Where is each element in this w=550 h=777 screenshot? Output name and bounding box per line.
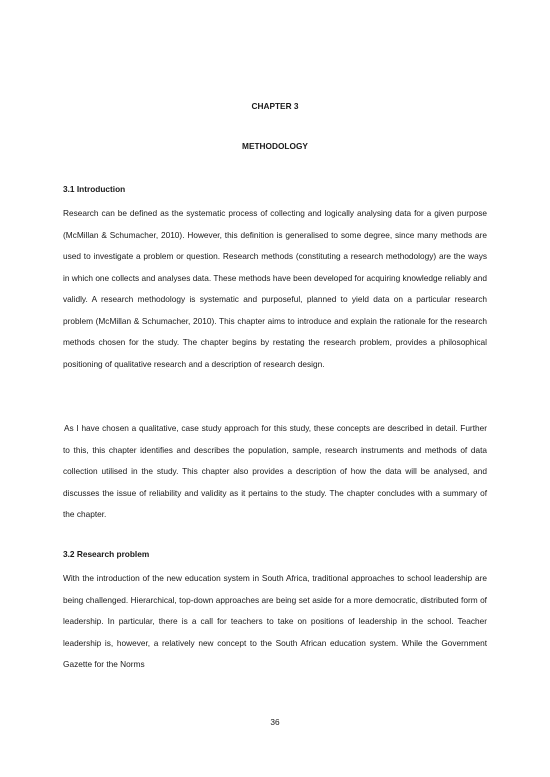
section-heading-research-problem: 3.2 Research problem [63,549,150,559]
introduction-paragraph-2: As I have chosen a qualitative, case study approach for this study, these concepts are described in detail. Further to this, this chapter identifies and describes the population, sample, research instruments and methods of data collection utilised in the study. This chapter also provides a description of how the data will be analysed, and discusses the issue of reliability and validity as it pertains to the study. The chapter concludes with a summary of the chapter. [63,423,487,519]
section-heading-introduction: 3.1 Introduction [63,184,126,194]
research-problem-paragraph-1: With the introduction of the new education system in South Africa, traditional approaches to school leadership are being challenged. Hierarchical, top-down approaches are being set aside for a more democratic, distributed form of leadership. In particular, there is a call for teachers to take on positions of leadership in the school. Teacher leadership is, however, a relatively new concept to the South African education system. While the Government Gazette for the Norms [63,573,487,669]
chapter-title: METHODOLOGY [242,141,308,151]
page-number: 36 [270,717,280,727]
chapter-number: CHAPTER 3 [251,101,299,111]
introduction-paragraph-1: Research can be defined as the systematic process of collecting and logically analysing data for a given purpose (McMillan & Schumacher, 2010). However, this definition is generalised to some degree, since many methods are used to investigate a problem or question. Research methods (constituting a research methodology) are the ways in which one collects and analyses data. These methods have been developed for acquiring knowledge reliably and validly. A research methodology is systematic and purposeful, planned to yield data on a particular research problem (McMillan & Schumacher, 2010). This chapter aims to introduce and explain the rationale for the research methods chosen for the study. The chapter begins by restating the research problem, provides a philosophical positioning of qualitative research and a description of research design. [63,208,487,369]
